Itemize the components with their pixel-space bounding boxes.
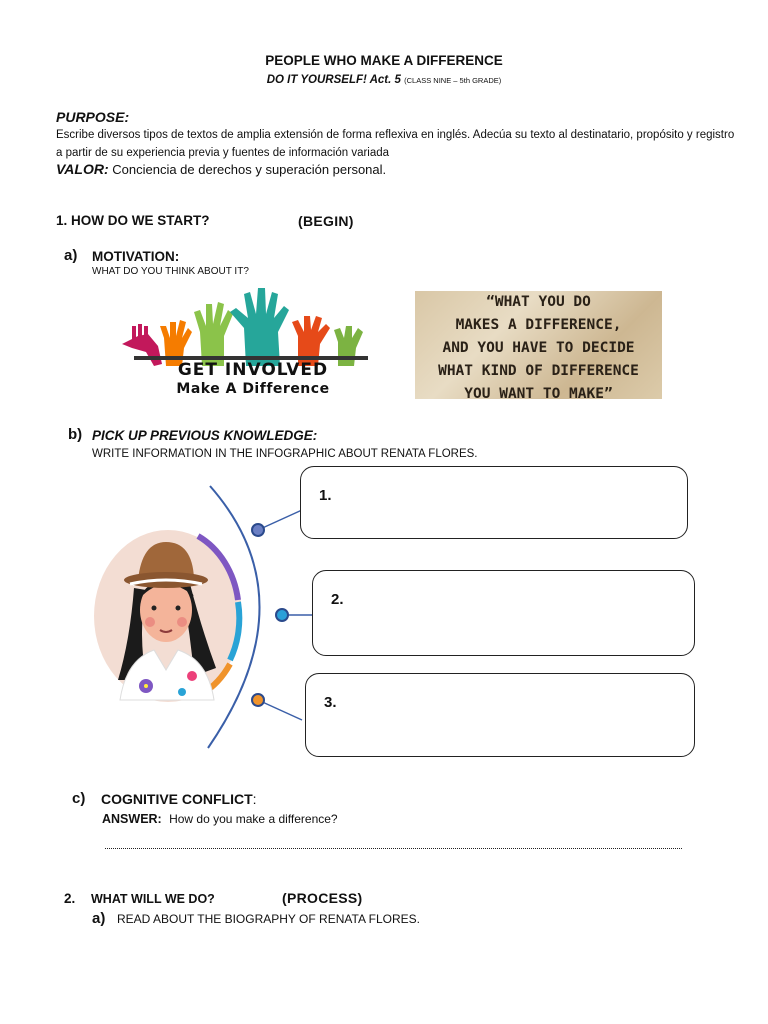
item-b-letter: b): [68, 426, 83, 443]
raised-hands-icon: [122, 288, 363, 366]
motivation-prompt: WHAT DO YOU THINK ABOUT IT?: [92, 266, 249, 277]
section-2-item-a-letter: a): [92, 910, 106, 927]
purpose-heading: PURPOSE:: [56, 109, 130, 125]
quote-line: YOU WANT TO MAKE”: [464, 386, 613, 402]
infographic-box-3[interactable]: [305, 673, 695, 757]
cognitive-conflict-label: COGNITIVE CONFLICT: [101, 791, 253, 807]
page-subtitle: [0, 74, 768, 86]
get-involved-caption: [138, 360, 368, 398]
section-2-heading: WHAT WILL WE DO?: [91, 892, 215, 906]
item-c-letter: c): [72, 790, 86, 807]
infographic-box-2[interactable]: [312, 570, 695, 656]
section-2-number: 2.: [64, 891, 76, 906]
node-1-icon: [252, 524, 264, 536]
infographic-prompt: WRITE INFORMATION IN THE INFOGRAPHIC ABOUT RENATA FLORES.: [92, 448, 478, 460]
box-2-number: 2.: [331, 591, 344, 608]
answer-question: How do you make a difference?: [169, 812, 338, 826]
box-1-number: 1.: [319, 487, 332, 504]
quote-line: MAKES A DIFFERENCE,: [455, 317, 622, 333]
section-2-tag: (PROCESS): [282, 890, 363, 906]
renata-flores-portrait-icon: [94, 530, 242, 702]
infographic-box-1[interactable]: [300, 466, 688, 539]
subtitle-main: DO IT YOURSELF! Act. 5: [266, 74, 401, 86]
section-1-tag: (BEGIN): [298, 213, 354, 229]
get-involved-line1: GET INVOLVED: [177, 360, 329, 380]
valor-label: VALOR:: [56, 161, 109, 177]
motivation-heading: MOTIVATION:: [92, 249, 180, 264]
page-title: PEOPLE WHO MAKE A DIFFERENCE: [265, 53, 503, 68]
item-a-letter: a): [64, 247, 78, 264]
valor-text: Conciencia de derechos y superación personal.: [112, 162, 387, 177]
cognitive-conflict-colon: :: [252, 791, 257, 807]
quote-line: AND YOU HAVE TO DECIDE: [442, 340, 635, 356]
quote-image: [415, 291, 662, 402]
subtitle-class: (CLASS NINE – 5th GRADE): [404, 76, 502, 85]
box-3-number: 3.: [324, 694, 337, 711]
quote-line: “WHAT YOU DO: [486, 294, 591, 310]
previous-knowledge-heading: PICK UP PREVIOUS KNOWLEDGE:: [92, 428, 318, 443]
quote-line: WHAT KIND OF DIFFERENCE: [438, 363, 639, 379]
answer-row: [102, 812, 338, 826]
node-2-icon: [276, 609, 288, 621]
section-1-heading: 1. HOW DO WE START?: [56, 213, 210, 228]
valor-line: [56, 161, 386, 177]
get-involved-line2: Make A Difference: [176, 381, 330, 397]
biography-instruction: READ ABOUT THE BIOGRAPHY OF RENATA FLORES.: [117, 912, 420, 926]
purpose-text: Escribe diversos tipos de textos de amplia extensión de forma reflexiva en inglés. Adecúa su texto al destinatario, propósito y registro a partir de su experiencia previa y fuentes de información variada: [56, 129, 735, 159]
node-3-icon: [252, 694, 264, 706]
cognitive-conflict-heading: [101, 791, 257, 807]
answer-line[interactable]: [105, 848, 682, 849]
answer-label: ANSWER:: [102, 812, 162, 826]
